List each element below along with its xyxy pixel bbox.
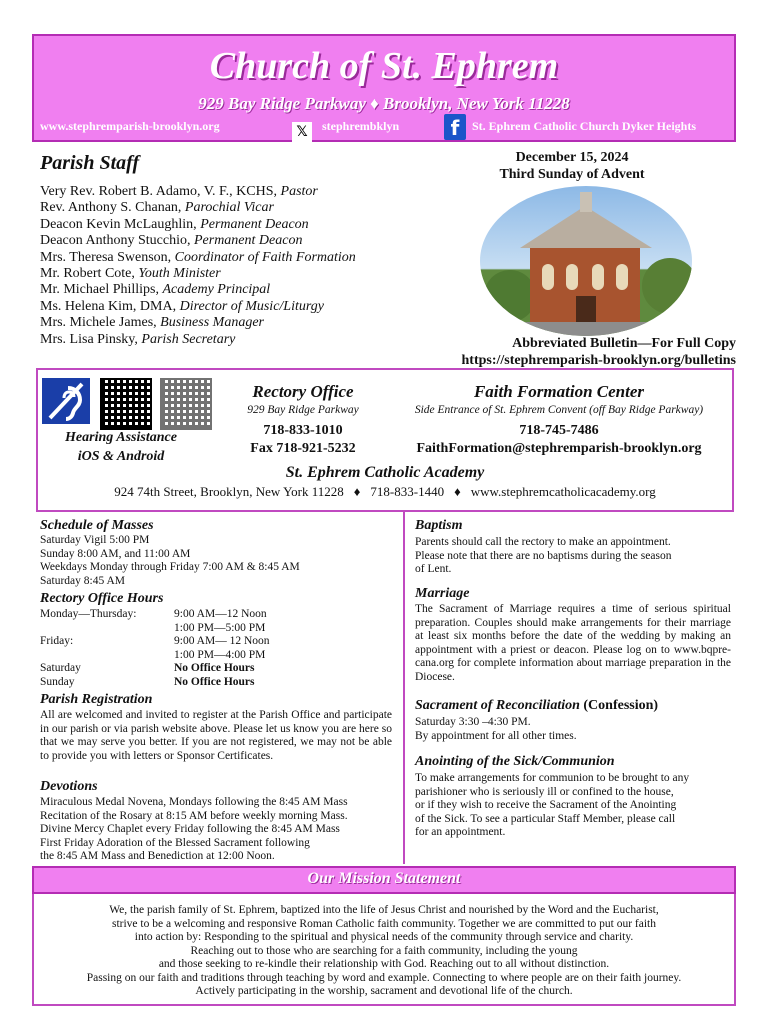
anointing-line: of the Sick. To see a particular Staff Member, please call [415,812,676,825]
mission-line: Passing on our faith and traditions through teaching by word and example. Connecting to where people are on their faith journey. [86,971,682,984]
faith-formation-email[interactable]: FaithFormation@stephremparish-brooklyn.org [416,441,702,456]
rectory-phones [232,422,374,458]
parish-staff-heading: Parish Staff [40,152,140,174]
mission-statement [40,904,728,999]
baptism-line: Parents should call the rectory to make an appointment. [415,536,671,548]
facebook-icon[interactable]: f [444,114,466,140]
hearing-assistance-icon [42,378,90,424]
church-address: 929 Bay Ridge Parkway ♦ Brooklyn, New York 11228 [198,94,570,113]
abbrev-line: Abbreviated Bulletin—For Full Copy [512,336,736,351]
staff-member: Mr. Michael Phillips, Academy Principal [40,282,271,298]
separator-diamond: ♦ [353,484,361,499]
mission-line: and those seeking to re-kindle their relationship with God. Reaching out to all without distinction. [158,958,610,970]
mission-line: into action by: Responding to the spiritual and physical needs of the community through service and charity. [134,931,634,943]
masses-heading: Schedule of Masses [40,518,154,533]
academy-title: St. Ephrem Catholic Academy [285,464,485,481]
hours-row: 1:00 PM—5:00 PM [174,621,266,634]
abbreviated-bulletin-note [420,335,736,369]
office-hours-table [40,608,396,690]
devotion-line: First Friday Adoration of the Blessed Sacrament following [40,836,310,849]
academy-phone[interactable]: 718-833-1440 [370,484,445,499]
church-title: Church of St. Ephrem [209,45,559,87]
faith-formation-contact [396,422,722,458]
devotion-line: Miraculous Medal Novena, Mondays following the 8:45 AM Mass [40,796,348,808]
marriage-heading: Marriage [415,586,470,601]
mass-line: Saturday 8:45 AM [40,574,125,587]
hours-row: Saturday No Office Hours [40,662,255,675]
devotion-line: the 8:45 AM Mass and Benediction at 12:00 Noon. [40,850,275,862]
bulletin-date [486,149,658,183]
mission-line: strive to be a welcoming and responsive Roman Catholic faith community. Together we are committed to put our faith [111,917,657,930]
baptism-line: of Lent. [415,563,452,575]
android-qr-code[interactable] [160,378,212,430]
staff-member: Mr. Robert Cote, Youth Minister [40,266,221,282]
anointing-line: for an appointment. [415,826,506,838]
mission-line: Reaching out to those who are searching for a faith community, including the young [190,944,578,957]
church-photo [480,186,692,336]
staff-list [40,184,356,348]
baptism-line: Please note that there are no baptisms during the season [415,549,672,562]
x-logo-icon[interactable]: 𝕏 [292,122,312,142]
office-hours-heading: Rectory Office Hours [40,591,164,606]
divider [36,510,734,512]
hearing-line2: iOS & Android [77,449,165,464]
staff-member: Ms. Helena Kim, DMA, Director of Music/Liturgy [40,298,325,314]
reconciliation-line: Saturday 3:30 –4:30 PM. [415,716,531,728]
anointing-text [415,772,735,840]
mission-line: Actively participating in the worship, sacrament and devotional life of the church. [195,985,573,997]
hours-row: Sunday No Office Hours [40,675,255,688]
reconciliation-heading: Sacrament of Reconciliation (Confession) [415,698,659,713]
anointing-line: or if they wish to receive the Sacrament of the Anointing [415,799,677,811]
rectory-fax: Fax 718-921-5232 [250,441,356,456]
ios-qr-code[interactable] [100,378,152,430]
ear-icon [42,378,90,424]
website-link[interactable]: www.stephremparish-brooklyn.org [40,119,220,133]
x-handle-link[interactable]: stephrembklyn [322,119,400,133]
hours-row: Friday: 9:00 AM— 12 Noon [40,635,270,648]
registration-text: All are welcomed and invited to register at the Parish Office and participate in our parish or via parish website above. Please let us know you are here so that we may serve you better. If you are not registered, we may not be able to provide you with letters or Sponsor Certificates. [40,709,392,762]
reconciliation-line: By appointment for all other times. [415,729,577,742]
mass-line: Saturday Vigil 5:00 PM [40,534,150,546]
devotion-line: Recitation of the Rosary at 8:15 AM before weekly morning Mass. [40,809,348,822]
anointing-heading: Anointing of the Sick/Communion [415,754,615,769]
occasion-text: Third Sunday of Advent [499,167,645,182]
faith-formation-address: Side Entrance of St. Ephrem Convent (off Bay Ridge Parkway) [414,404,704,416]
mission-heading: Our Mission Statement [307,870,461,887]
rectory-phone[interactable]: 718-833-1010 [263,423,343,438]
mass-line: Sunday 8:00 AM, and 11:00 AM [40,547,191,560]
academy-website[interactable]: www.stephremcatholicacademy.org [470,484,656,499]
baptism-heading: Baptism [415,518,463,533]
hearing-assistance-label [46,428,196,466]
anointing-line: parishioner who is seriously ill or confined to the house, [415,785,674,798]
registration-heading: Parish Registration [40,692,153,707]
reconciliation-text [415,716,731,743]
hearing-line1: Hearing Assistance [65,430,177,445]
header-banner [32,34,736,142]
facebook-link[interactable]: St. Ephrem Catholic Church Dyker Heights [472,119,697,133]
bulletins-link[interactable]: https://stephremparish-brooklyn.org/bulletins [461,353,736,368]
rectory-address: 929 Bay Ridge Parkway [247,404,359,416]
staff-member: Deacon Anthony Stucchio, Permanent Deacon [40,233,303,249]
rectory-office-title: Rectory Office [252,382,354,401]
mass-schedule [40,534,396,588]
column-divider [403,512,405,864]
academy-contact-line [36,484,734,500]
marriage-text: The Sacrament of Marriage requires a time of serious spiritual preparation. Couples should make arrangements for their marriage at least six months before the date of the wedding by making an appointment with a priest or deacon. Please log on to www.bqpre-cana.org for complete information about marriage preparation in the Diocese. [415,603,731,683]
staff-member: Deacon Kevin McLaughlin, Permanent Deacon [40,216,309,232]
faith-formation-phone[interactable]: 718-745-7486 [519,423,599,438]
staff-member: Mrs. Theresa Swenson, Coordinator of Faith Formation [40,249,356,265]
staff-member: Mrs. Michele James, Business Manager [40,315,264,331]
staff-member: Mrs. Lisa Pinsky, Parish Secretary [40,331,236,347]
baptism-text [415,536,735,577]
anointing-line: To make arrangements for communion to be brought to any [415,772,690,784]
staff-member: Rev. Anthony S. Chanan, Parochial Vicar [40,200,274,216]
date-text: December 15, 2024 [515,150,629,165]
devotions-heading: Devotions [40,779,98,794]
mass-line: Weekdays Monday through Friday 7:00 AM & 8:45 AM [40,561,300,573]
hours-row: Monday—Thursday: 9:00 AM—12 Noon [40,608,267,620]
devotions-list [40,796,396,864]
devotion-line: Divine Mercy Chaplet every Friday following the 8:45 AM Mass [40,823,340,835]
faith-formation-title: Faith Formation Center [473,382,645,401]
hours-row: 1:00 PM—4:00 PM [174,648,266,661]
separator-diamond: ♦ [454,484,461,499]
church-building-illustration [480,186,692,336]
staff-member: Very Rev. Robert B. Adamo, V. F., KCHS, Pastor [40,184,318,199]
mission-line: We, the parish family of St. Ephrem, baptized into the life of Jesus Christ and nourished by the Word and the Eucharist, [109,904,659,916]
academy-address: 924 74th Street, Brooklyn, New York 11228 [114,484,344,499]
